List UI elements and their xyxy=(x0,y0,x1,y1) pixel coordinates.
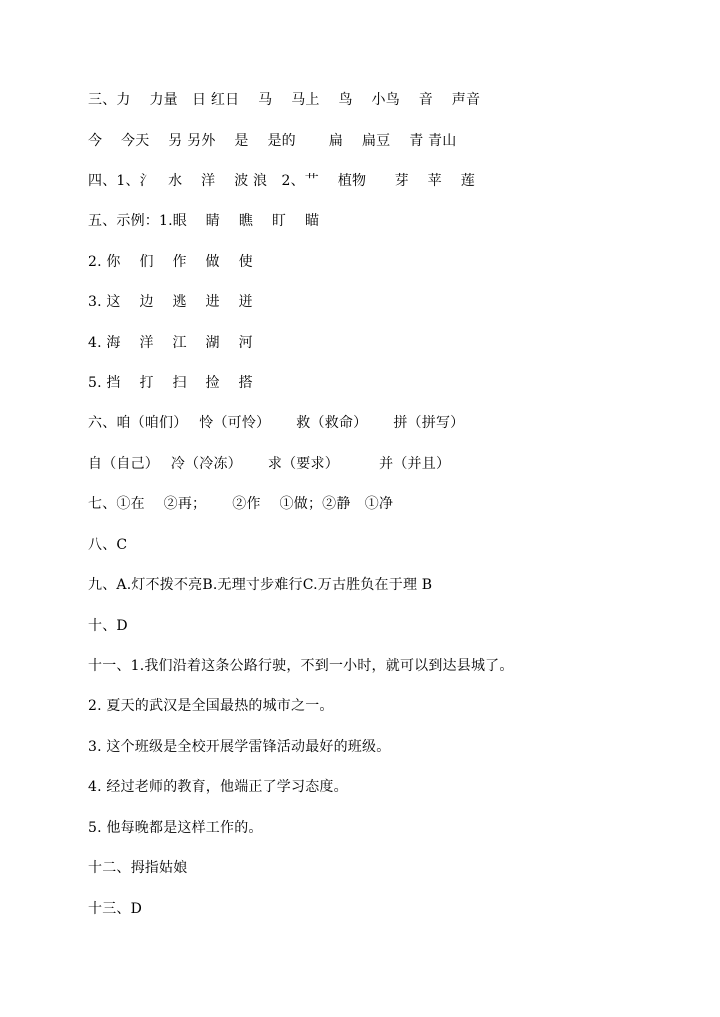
answer-line-5: 五、示例：1.眼 睛 瞧 盯 瞄 xyxy=(88,213,320,229)
answer-line-6: 六、咱（咱们） 怜（可怜） 救（救命） 拼（拼写） xyxy=(88,415,465,431)
answer-line-11-4: 4. 经过老师的教育，他端正了学习态度。 xyxy=(88,779,348,795)
answer-line-9: 九、A.灯不拨不亮B.无理寸步难行C.万古胜负在于理 B xyxy=(88,577,433,593)
answer-line-8: 八、C xyxy=(88,537,128,553)
answer-line-7: 七、①在 ②再； ②作 ①做；②静 ①净 xyxy=(88,496,394,512)
answer-line-11-3: 3. 这个班级是全校开展学雷锋活动最好的班级。 xyxy=(88,739,391,755)
answer-line-6-cont: 自（自己） 冷（冷冻） 求（要求） 并（并且） xyxy=(88,456,451,472)
answer-line-4: 四、1、氵 水 洋 波 浪 2、艹 植物 芽 苹 莲 xyxy=(88,173,475,189)
answer-line-5-2: 2. 你 们 作 做 使 xyxy=(88,254,253,270)
answer-line-3-cont: 今 今天 另 另外 是 是的 扁 扁豆 青 青山 xyxy=(88,133,457,149)
answer-line-5-5: 5. 挡 打 扫 捡 搭 xyxy=(88,375,253,391)
answer-line-11-5: 5. 他每晚都是这样工作的。 xyxy=(88,820,263,836)
answer-line-11: 十一、1.我们沿着这条公路行驶，不到一小时，就可以到达县城了。 xyxy=(88,658,514,674)
answer-line-11-2: 2. 夏天的武汉是全国最热的城市之一。 xyxy=(88,698,334,714)
answer-line-12: 十二、拇指姑娘 xyxy=(88,860,188,876)
answer-line-10: 十、D xyxy=(88,618,128,634)
answer-line-13: 十三、D xyxy=(88,901,143,917)
answer-line-5-3: 3. 这 边 逃 进 迸 xyxy=(88,294,253,310)
answer-line-5-4: 4. 海 洋 江 湖 河 xyxy=(88,335,253,351)
answer-line-3: 三、力 力量 日 红日 马 马上 鸟 小鸟 音 声音 xyxy=(88,92,481,108)
